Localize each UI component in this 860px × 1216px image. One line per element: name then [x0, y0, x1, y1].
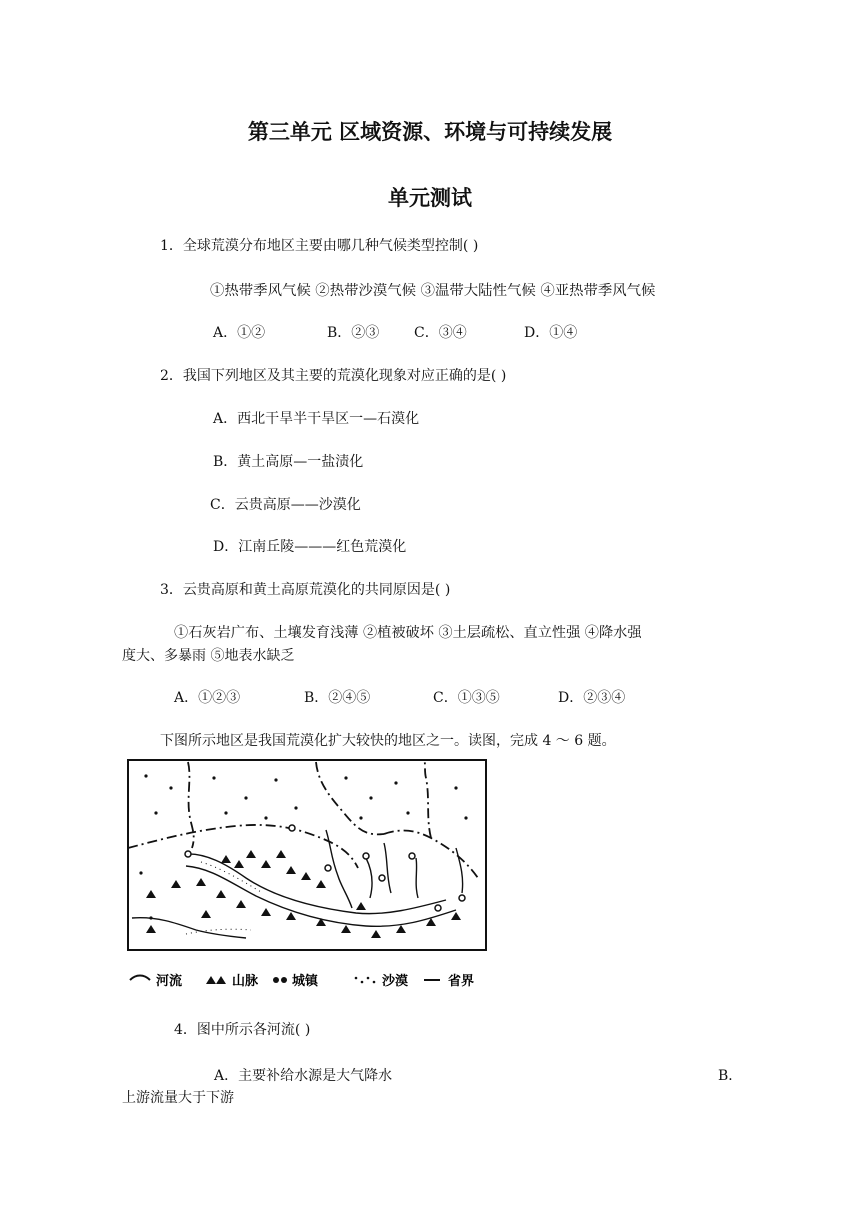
legend-town-symbol — [273, 977, 279, 983]
question-3-stem: 3．云贵高原和黄土高原荒漠化的共同原因是( ) — [160, 582, 451, 598]
legend-river-label: 河流 — [156, 974, 183, 989]
question-2-option-b: B．黄土高原—一盐渍化 — [213, 454, 364, 470]
legend-desert-symbol — [355, 977, 376, 984]
legend-mountain-symbol — [206, 976, 226, 984]
legend-desert-label: 沙漠 — [382, 974, 409, 989]
question-1-option-c: C．③④ — [414, 325, 467, 341]
question-1-items: ①热带季风气候 ②热带沙漠气候 ③温带大陆性气候 ④亚热带季风气候 — [210, 283, 656, 299]
question-3-option-a: A．①②③ — [174, 690, 241, 706]
question-1-option-d: D．①④ — [524, 325, 578, 341]
question-1-option-a: A．①② — [213, 325, 266, 341]
question-2-option-a: A．西北干旱半干旱区一—石漠化 — [213, 411, 420, 427]
question-4-option-b-label: B． — [718, 1068, 743, 1084]
question-3-option-d: D．②③④ — [558, 690, 626, 706]
map-intro: 下图所示地区是我国荒漠化扩大较快的地区之一。读图，完成 4 ～ 6 题。 — [160, 733, 616, 749]
question-3-items-line-1: ①石灰岩广布、土壤发育浅薄 ②植被破坏 ③土层疏松、直立性强 ④降水强 — [174, 625, 642, 641]
question-1-option-b: B．②③ — [327, 325, 380, 341]
question-2-stem: 2．我国下列地区及其主要的荒漠化现象对应正确的是( ) — [160, 368, 507, 384]
legend-mountain-label: 山脉 — [232, 974, 259, 989]
question-4-option-a: A．主要补给水源是大气降水 — [214, 1068, 393, 1084]
question-2-option-d: D．江南丘陵———红色荒漠化 — [213, 539, 407, 555]
rivers — [132, 830, 463, 938]
question-3-items-line-2: 度大、多暴雨 ⑤地表水缺乏 — [122, 648, 295, 664]
question-1-stem: 1．全球荒漠分布地区主要由哪几种气候类型控制( ) — [160, 238, 479, 254]
province-borders — [128, 760, 478, 878]
mountain-symbols — [146, 850, 461, 938]
question-3-option-b: B．②④⑤ — [304, 690, 371, 706]
town-symbols — [185, 825, 465, 911]
page-subtitle: 单元测试 — [388, 186, 472, 210]
page-title: 第三单元 区域资源、环境与可持续发展 — [247, 120, 613, 144]
legend-river-symbol — [130, 976, 150, 981]
legend-border-label: 省界 — [448, 974, 475, 989]
legend-town-label: 城镇 — [292, 974, 319, 989]
map-legend — [130, 973, 474, 989]
question-2-option-c: C．云贵高原——沙漠化 — [210, 497, 361, 513]
question-4-option-b-text: 上游流量大于下游 — [122, 1090, 234, 1106]
question-3-option-c: C．①③⑤ — [433, 690, 500, 706]
desertification-map — [126, 758, 490, 994]
question-4-stem: 4．图中所示各河流( ) — [174, 1022, 311, 1038]
